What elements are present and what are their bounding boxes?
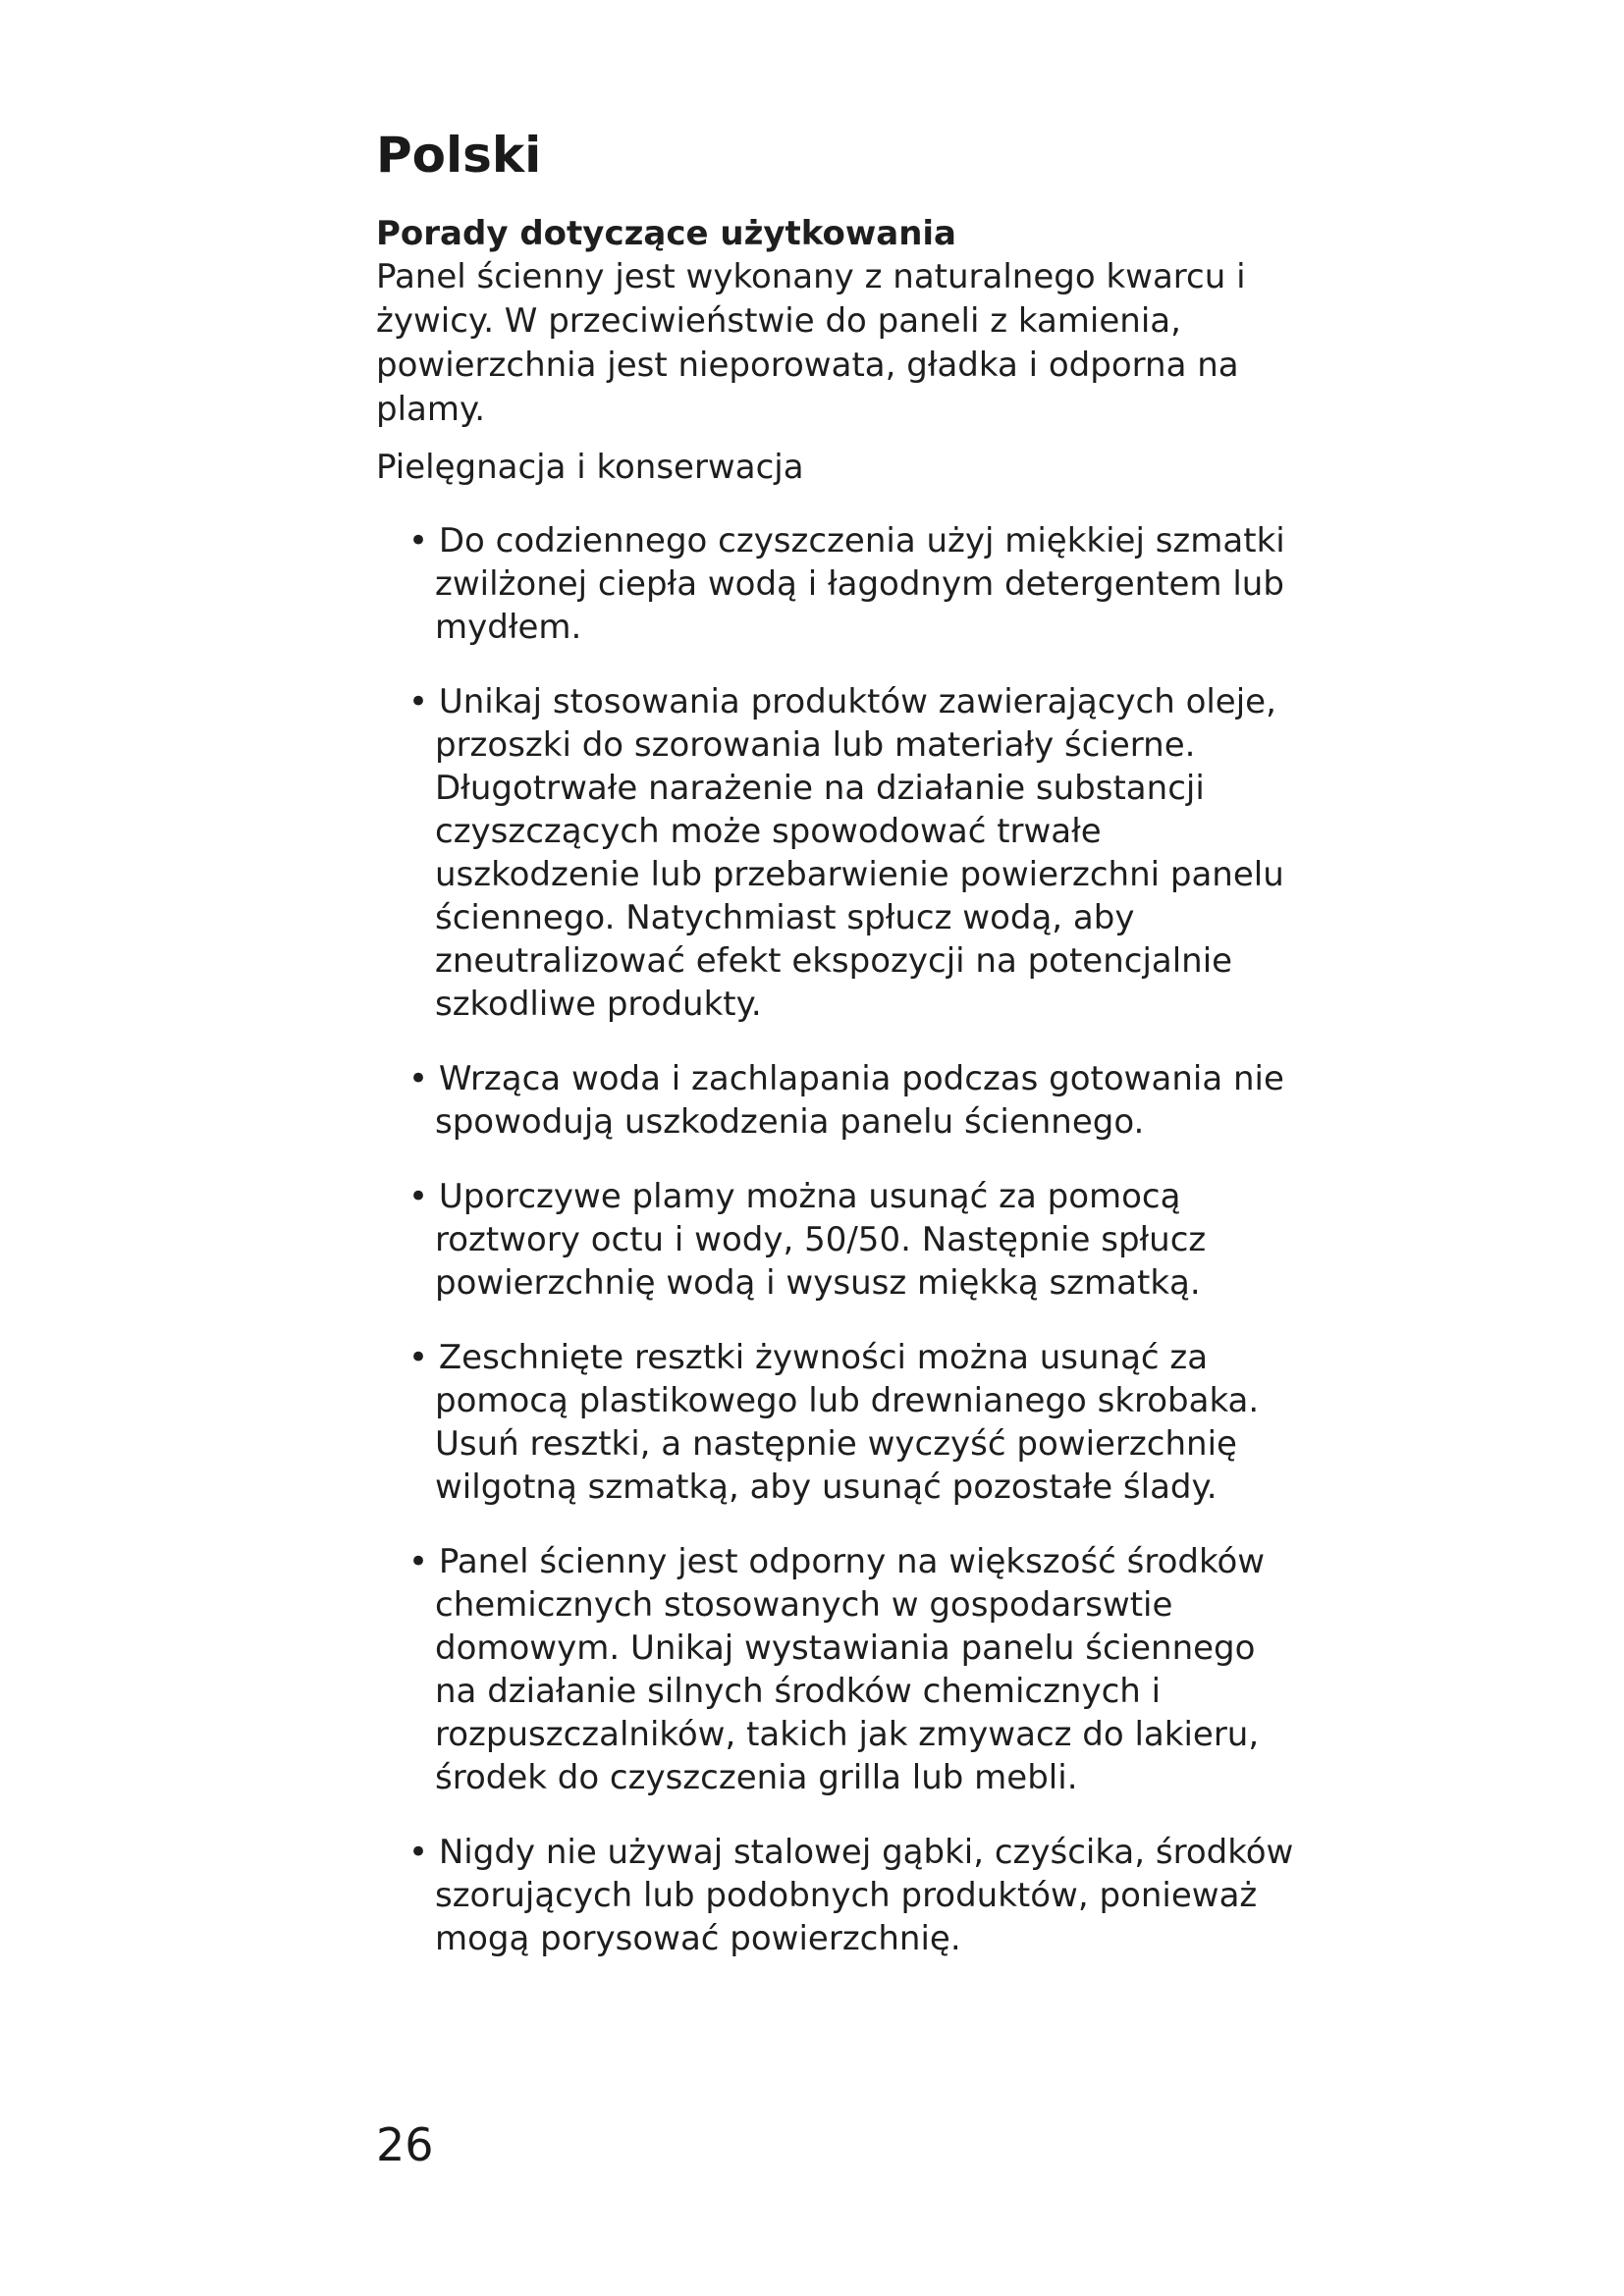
care-tips-list	[376, 519, 1299, 1960]
care-heading: Pielęgnacja i konserwacja	[376, 448, 804, 487]
list-item: • Panel ścienny jest odporny na większość środków chemicznych stosowanych w gospodarswtie domowym. Unikaj wystawiania panelu ściennego na działanie silnych środków chemicznych i rozpuszczalników, takich jak zmywacz do lakieru, środek do czyszczenia grilla lub mebli.	[408, 1542, 1266, 1797]
page-content	[376, 126, 1299, 1992]
list-item: • Nigdy nie używaj stalowej gąbki, czyścika, środków szorujących lub podobnych produktów, ponieważ mogą porysować powierzchnię.	[408, 1833, 1294, 1958]
page-number: 26	[376, 2118, 434, 2171]
list-item: • Do codziennego czyszczenia użyj miękkiej szmatki zwilżonej ciepła wodą i łagodnym detergentem lub mydłem.	[408, 521, 1285, 647]
list-item: • Wrząca woda i zachlapania podczas gotowania nie spowodują uszkodzenia panelu ściennego.	[408, 1059, 1284, 1142]
section-heading: Porady dotyczące użytkowania	[376, 214, 956, 253]
list-item: • Unikaj stosowania produktów zawierających oleje, przoszki do szorowania lub materiały ścierne. Długotrwałe narażenie na działanie substancji czyszczących może spowodować trwałe uszkodzenie lub przebarwienie powierzchni panelu ściennego. Natychmiast spłucz wodą, aby zneutralizować efekt ekspozycji na potencjalnie szkodliwe produkty.	[408, 682, 1284, 1024]
list-item: • Uporczywe plamy można usunąć za pomocą roztwory octu i wody, 50/50. Następnie spłucz powierzchnię wodą i wysusz miękką szmatką.	[408, 1177, 1207, 1303]
list-item: • Zeschnięte resztki żywności można usunąć za pomocą plastikowego lub drewnianego skrobaka. Usuń resztki, a następnie wyczyść powierzchnię wilgotną szmatką, aby usunąć pozostałe ślady.	[408, 1338, 1260, 1507]
language-title: Polski	[376, 127, 542, 184]
intro-paragraph: Panel ścienny jest wykonany z naturalnego kwarcu i żywicy. W przeciwieństwie do paneli z kamienia, powierzchnia jest nieporowata, gładka i odporna na plamy.	[376, 257, 1246, 429]
